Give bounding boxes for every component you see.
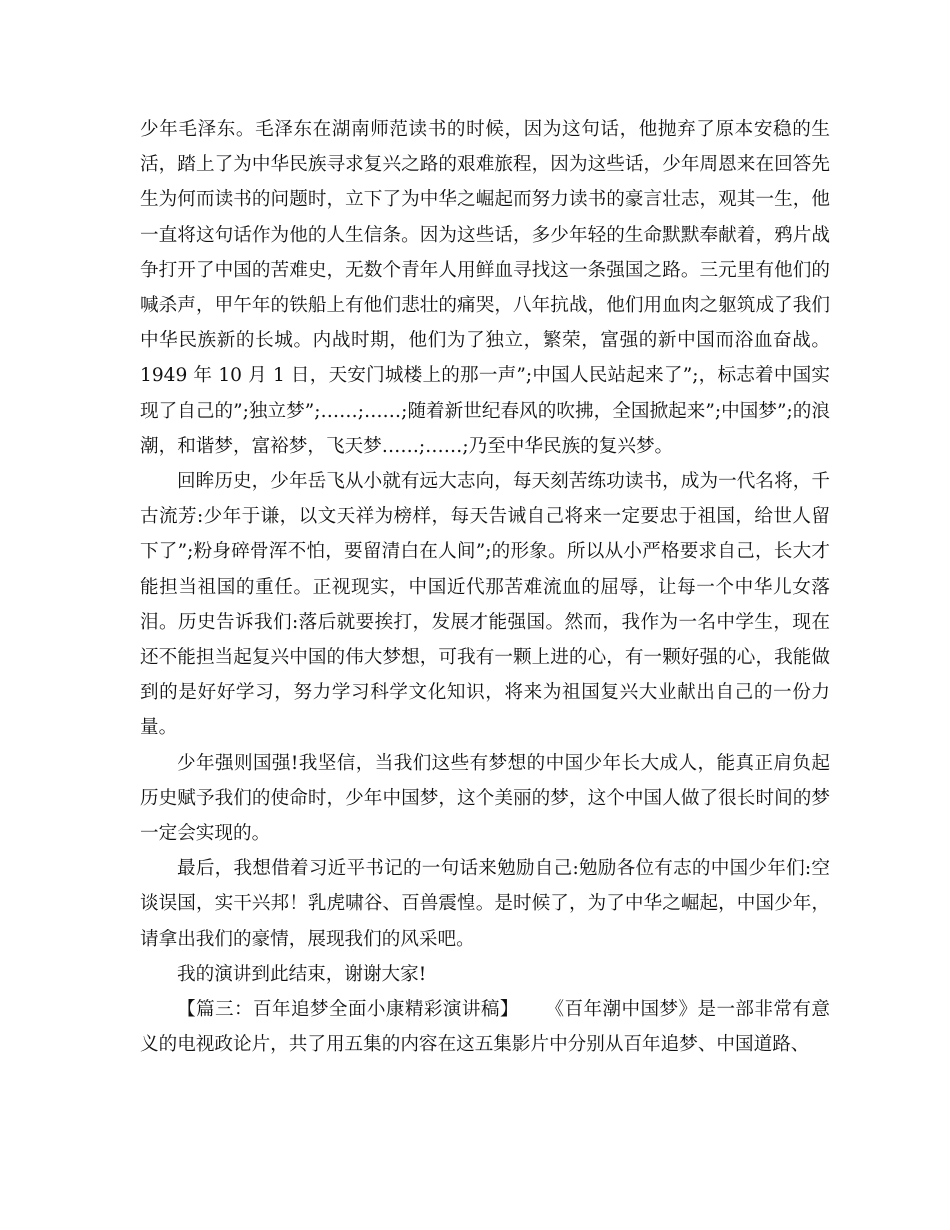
section-text: 《百年潮中国梦》是一部非常有意义的电视政论片，共了用五集的内容在这五集影片中分别从百年追梦、中国道路、	[140, 999, 830, 1056]
section-paragraph	[140, 992, 830, 1062]
document-body	[140, 112, 830, 1062]
paragraph-3: 少年强则国强!我坚信，当我们这些有梦想的中国少年长大成人，能真正肩负起历史赋予我们的使命时，少年中国梦，这个美丽的梦，这个中国人做了很长时间的梦一定会实现的。	[140, 752, 830, 845]
section-heading: 【篇三：百年追梦全面小康精彩演讲稿】	[177, 999, 519, 1021]
paragraph-4: 最后，我想借着习近平书记的一句话来勉励自己:勉励各位有志的中国少年们:空谈误国，实干兴邦！乳虎啸谷、百兽震惶。是时候了，为了中华之崛起，中国少年，请拿出我们的豪情，展现我们的风采吧。	[140, 858, 830, 950]
paragraph-2: 回眸历史，少年岳飞从小就有远大志向，每天刻苦练功读书，成为一代名将，千古流芳:少年于谦，以文天祥为榜样，每天告诫自己将来一定要忠于祖国，给世人留下了”;粉身碎骨浑不怕，要留清白在人间”;的形象。所以从小严格要求自己，长大才能担当祖国的重任。正视现实，中国近代那苦难流血的屈辱，让每一个中华儿女落泪。历史告诉我们:落后就要挨打，发展才能强国。然而，我作为一名中学生，现在还不能担当起复兴中国的伟大梦想，可我有一颗上进的心，有一颗好强的心，我能做到的是好好学习，努力学习科学文化知识，将来为祖国复兴大业献出自己的一份力量。	[140, 471, 830, 739]
paragraph-5: 我的演讲到此结束，谢谢大家!	[177, 963, 427, 985]
paragraph-1: 少年毛泽东。毛泽东在湖南师范读书的时候，因为这句话，他抛弃了原本安稳的生活，踏上了为中华民族寻求复兴之路的艰难旅程，因为这些话，少年周恩来在回答先生为何而读书的问题时，立下了为中华之崛起而努力读书的豪言壮志，观其一生，他一直将这句话作为他的人生信条。因为这些话，多少年轻的生命默默奉献着，鸦片战争打开了中国的苦难史，无数个青年人用鲜血寻找这一条强国之路。三元里有他们的喊杀声，甲午年的铁船上有他们悲壮的痛哭，八年抗战，他们用血肉之躯筑成了我们中华民族新的长城。内战时期，他们为了独立，繁荣，富强的新中国而浴血奋战。1949 年 10 月 1 日，天安门城楼上的那一声”;中国人民站起来了”;，标志着中国实现了自己的”;独立梦”;……;……;随着新世纪春风的吹拂，全国掀起来”;中国梦”;的浪潮，和谐梦，富裕梦，飞天梦……;……;乃至中华民族的复兴梦。	[140, 119, 830, 457]
